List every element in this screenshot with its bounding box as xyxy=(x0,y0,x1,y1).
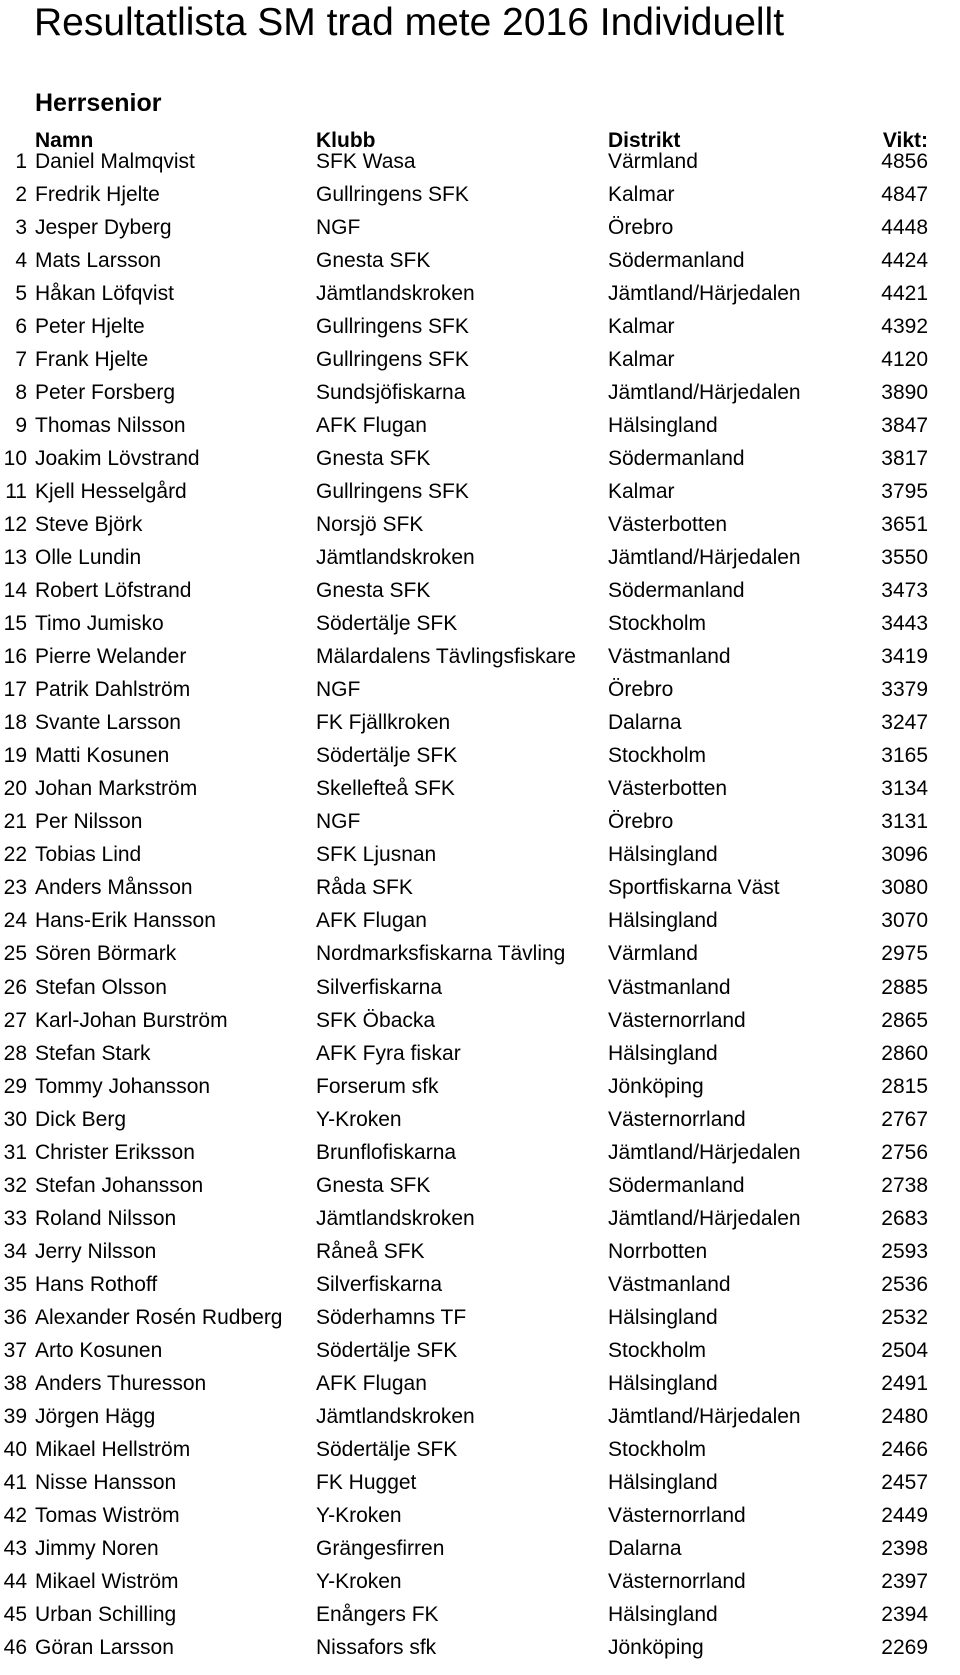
weight-cell: 3247 xyxy=(881,711,928,735)
rank-cell: 5 xyxy=(15,282,27,306)
table-row xyxy=(0,1301,960,1334)
district-cell: Jämtland/Härjedalen xyxy=(608,1206,801,1230)
weight-cell: 4856 xyxy=(881,150,928,173)
district-cell: Södermanland xyxy=(608,1173,745,1197)
table-row xyxy=(0,145,960,178)
district-cell: Västernorrland xyxy=(608,1569,746,1593)
club-cell: Jämtlandskroken xyxy=(316,1206,475,1230)
name-cell: Karl-Johan Burström xyxy=(35,1008,228,1032)
weight-cell: 2738 xyxy=(881,1173,928,1197)
weight-cell: 3096 xyxy=(881,843,928,867)
district-cell: Jämtland/Härjedalen xyxy=(608,546,801,570)
weight-cell: 2394 xyxy=(881,1602,928,1626)
name-cell: Joakim Lövstrand xyxy=(35,447,200,471)
table-row xyxy=(0,409,960,442)
name-cell: Mikael Wiström xyxy=(35,1569,179,1593)
club-cell: Södertälje SFK xyxy=(316,612,458,636)
rank-cell: 24 xyxy=(3,909,27,933)
club-cell: Mälardalens Tävlingsfiskare xyxy=(316,645,576,669)
weight-cell: 3134 xyxy=(881,777,928,801)
weight-cell: 2466 xyxy=(881,1437,928,1461)
rank-cell: 44 xyxy=(3,1569,27,1593)
name-cell: Jimmy Noren xyxy=(35,1536,159,1560)
club-cell: Gnesta SFK xyxy=(316,447,431,471)
rank-cell: 28 xyxy=(3,1041,27,1065)
table-row xyxy=(0,475,960,508)
weight-cell: 2491 xyxy=(881,1371,928,1395)
rank-cell: 42 xyxy=(3,1503,27,1527)
rank-cell: 41 xyxy=(3,1470,27,1494)
weight-cell: 4421 xyxy=(881,282,928,306)
table-row xyxy=(0,1532,960,1565)
name-cell: Olle Lundin xyxy=(35,546,142,570)
name-cell: Daniel Malmqvist xyxy=(35,150,195,173)
table-row xyxy=(0,871,960,904)
rank-cell: 35 xyxy=(3,1272,27,1296)
weight-cell: 3473 xyxy=(881,579,928,603)
rank-cell: 45 xyxy=(3,1602,27,1626)
name-cell: Sören Börmark xyxy=(35,942,177,966)
weight-cell: 3795 xyxy=(881,480,928,504)
district-cell: Västmanland xyxy=(608,975,731,999)
club-cell: NGF xyxy=(316,678,361,702)
club-cell: Y-Kroken xyxy=(316,1107,402,1131)
club-cell: Forserum sfk xyxy=(316,1074,439,1098)
weight-cell: 3443 xyxy=(881,612,928,636)
table-row xyxy=(0,574,960,607)
district-cell: Västerbotten xyxy=(608,513,728,537)
weight-cell: 2593 xyxy=(881,1239,928,1263)
club-cell: Gullringens SFK xyxy=(316,480,469,504)
rank-cell: 32 xyxy=(3,1173,27,1197)
weight-cell: 3070 xyxy=(881,909,928,933)
rank-cell: 15 xyxy=(3,612,27,636)
table-row xyxy=(0,904,960,937)
district-cell: Jämtland/Härjedalen xyxy=(608,1404,801,1428)
club-cell: SFK Wasa xyxy=(316,150,416,173)
rank-cell: 6 xyxy=(15,315,27,339)
weight-cell: 2269 xyxy=(881,1635,928,1659)
district-cell: Hälsingland xyxy=(608,1305,718,1329)
club-cell: Nissafors sfk xyxy=(316,1635,437,1659)
district-cell: Västmanland xyxy=(608,645,731,669)
name-cell: Urban Schilling xyxy=(35,1602,177,1626)
name-cell: Jerry Nilsson xyxy=(35,1239,157,1263)
table-row xyxy=(0,1202,960,1235)
name-cell: Johan Markström xyxy=(35,777,198,801)
rank-cell: 25 xyxy=(3,942,27,966)
rank-cell: 38 xyxy=(3,1371,27,1395)
weight-cell: 2767 xyxy=(881,1107,928,1131)
rank-cell: 20 xyxy=(3,777,27,801)
name-cell: Robert Löfstrand xyxy=(35,579,192,603)
weight-cell: 3131 xyxy=(881,810,928,834)
rank-cell: 12 xyxy=(3,513,27,537)
rank-cell: 3 xyxy=(15,216,27,240)
club-cell: Söderhamns TF xyxy=(316,1305,467,1329)
district-cell: Södermanland xyxy=(608,579,745,603)
district-cell: Jämtland/Härjedalen xyxy=(608,381,801,405)
section-heading: Herrsenior xyxy=(35,89,162,117)
table-row xyxy=(0,244,960,277)
name-cell: Pierre Welander xyxy=(35,645,187,669)
rank-cell: 36 xyxy=(3,1305,27,1329)
club-cell: Silverfiskarna xyxy=(316,1272,443,1296)
club-cell: NGF xyxy=(316,810,361,834)
district-cell: Kalmar xyxy=(608,315,675,339)
weight-cell: 2865 xyxy=(881,1008,928,1032)
table-row xyxy=(0,1598,960,1631)
weight-cell: 4847 xyxy=(881,183,928,207)
table-row xyxy=(0,838,960,871)
name-cell: Anders Månsson xyxy=(35,876,193,900)
name-cell: Roland Nilsson xyxy=(35,1206,177,1230)
district-cell: Västerbotten xyxy=(608,777,728,801)
district-cell: Örebro xyxy=(608,216,674,240)
table-row xyxy=(0,178,960,211)
district-cell: Jämtland/Härjedalen xyxy=(608,1140,801,1164)
name-cell: Timo Jumisko xyxy=(35,612,164,636)
rank-cell: 7 xyxy=(15,348,27,372)
rank-cell: 8 xyxy=(15,381,27,405)
club-cell: Nordmarksfiskarna Tävling xyxy=(316,942,566,966)
weight-cell: 3651 xyxy=(881,513,928,537)
table-row xyxy=(0,739,960,772)
name-cell: Mats Larsson xyxy=(35,249,162,273)
header-name: Namn xyxy=(35,129,94,152)
name-cell: Kjell Hesselgård xyxy=(35,480,187,504)
table-row xyxy=(0,1037,960,1070)
weight-cell: 2885 xyxy=(881,975,928,999)
name-cell: Peter Hjelte xyxy=(35,315,145,339)
name-cell: Tommy Johansson xyxy=(35,1074,211,1098)
club-cell: AFK Fyra fiskar xyxy=(316,1041,461,1065)
name-cell: Frank Hjelte xyxy=(35,348,149,372)
district-cell: Dalarna xyxy=(608,1536,682,1560)
district-cell: Hälsingland xyxy=(608,843,718,867)
rank-cell: 13 xyxy=(3,546,27,570)
district-cell: Kalmar xyxy=(608,183,675,207)
table-row xyxy=(0,607,960,640)
rank-cell: 46 xyxy=(3,1635,27,1659)
rank-cell: 9 xyxy=(15,414,27,438)
district-cell: Kalmar xyxy=(608,348,675,372)
table-row xyxy=(0,1433,960,1466)
name-cell: Thomas Nilsson xyxy=(35,414,186,438)
district-cell: Hälsingland xyxy=(608,1470,718,1494)
table-row xyxy=(0,971,960,1004)
district-cell: Norrbotten xyxy=(608,1239,708,1263)
club-cell: Södertälje SFK xyxy=(316,744,458,768)
club-cell: Råneå SFK xyxy=(316,1239,425,1263)
rank-cell: 43 xyxy=(3,1536,27,1560)
name-cell: Håkan Löfqvist xyxy=(35,282,174,306)
district-cell: Södermanland xyxy=(608,249,745,273)
weight-cell: 2975 xyxy=(881,942,928,966)
district-cell: Sportfiskarna Väst xyxy=(608,876,780,900)
weight-cell: 4448 xyxy=(881,216,928,240)
district-cell: Örebro xyxy=(608,810,674,834)
table-row xyxy=(0,805,960,838)
table-row xyxy=(0,1400,960,1433)
header-district: Distrikt xyxy=(608,129,681,152)
weight-cell: 2480 xyxy=(881,1404,928,1428)
club-cell: AFK Flugan xyxy=(316,1371,427,1395)
table-row xyxy=(0,277,960,310)
club-cell: Jämtlandskroken xyxy=(316,546,475,570)
rank-cell: 21 xyxy=(3,810,27,834)
club-cell: AFK Flugan xyxy=(316,414,427,438)
rank-cell: 27 xyxy=(3,1008,27,1032)
club-cell: Skellefteå SFK xyxy=(316,777,455,801)
rank-cell: 18 xyxy=(3,711,27,735)
club-cell: Sundsjöfiskarna xyxy=(316,381,466,405)
club-cell: FK Hugget xyxy=(316,1470,417,1494)
rank-cell: 14 xyxy=(3,579,27,603)
club-cell: Enångers FK xyxy=(316,1602,439,1626)
rank-cell: 4 xyxy=(15,249,27,273)
weight-cell: 4392 xyxy=(881,315,928,339)
club-cell: NGF xyxy=(316,216,361,240)
page-title: Resultatlista SM trad mete 2016 Individuellt xyxy=(34,1,785,44)
table-row xyxy=(0,442,960,475)
rank-cell: 23 xyxy=(3,876,27,900)
weight-cell: 2532 xyxy=(881,1305,928,1329)
table-row xyxy=(0,376,960,409)
table-row xyxy=(0,1268,960,1301)
district-cell: Hälsingland xyxy=(608,1602,718,1626)
name-cell: Nisse Hansson xyxy=(35,1470,177,1494)
district-cell: Stockholm xyxy=(608,1437,707,1461)
club-cell: Gnesta SFK xyxy=(316,579,431,603)
rank-cell: 26 xyxy=(3,975,27,999)
district-cell: Jönköping xyxy=(608,1635,704,1659)
table-row xyxy=(0,211,960,244)
club-cell: Grängesfirren xyxy=(316,1536,445,1560)
club-cell: Södertälje SFK xyxy=(316,1338,458,1362)
table-row xyxy=(0,1004,960,1037)
weight-cell: 2397 xyxy=(881,1569,928,1593)
club-cell: Råda SFK xyxy=(316,876,413,900)
rank-cell: 29 xyxy=(3,1074,27,1098)
district-cell: Jönköping xyxy=(608,1074,704,1098)
rank-cell: 39 xyxy=(3,1404,27,1428)
rank-cell: 31 xyxy=(3,1140,27,1164)
district-cell: Värmland xyxy=(608,150,698,173)
weight-cell: 2504 xyxy=(881,1338,928,1362)
header-weight: Vikt: xyxy=(882,129,928,152)
club-cell: Norsjö SFK xyxy=(316,513,424,537)
name-cell: Patrik Dahlström xyxy=(35,678,191,702)
name-cell: Dick Berg xyxy=(35,1107,127,1131)
table-row xyxy=(0,1367,960,1400)
district-cell: Västernorrland xyxy=(608,1008,746,1032)
table-row xyxy=(0,1136,960,1169)
rank-cell: 1 xyxy=(15,150,27,173)
district-cell: Hälsingland xyxy=(608,1041,718,1065)
club-cell: Jämtlandskroken xyxy=(316,282,475,306)
weight-cell: 4120 xyxy=(881,348,928,372)
club-cell: Y-Kroken xyxy=(316,1569,402,1593)
district-cell: Södermanland xyxy=(608,447,745,471)
district-cell: Stockholm xyxy=(608,1338,707,1362)
club-cell: Gnesta SFK xyxy=(316,1173,431,1197)
club-cell: Silverfiskarna xyxy=(316,975,443,999)
name-cell: Tobias Lind xyxy=(35,843,142,867)
table-row xyxy=(0,706,960,739)
name-cell: Stefan Johansson xyxy=(35,1173,204,1197)
name-cell: Per Nilsson xyxy=(35,810,143,834)
district-cell: Hälsingland xyxy=(608,909,718,933)
name-cell: Jörgen Hägg xyxy=(35,1404,156,1428)
rank-cell: 30 xyxy=(3,1107,27,1131)
name-cell: Mikael Hellström xyxy=(35,1437,191,1461)
weight-cell: 2756 xyxy=(881,1140,928,1164)
weight-cell: 2683 xyxy=(881,1206,928,1230)
rank-cell: 17 xyxy=(3,678,27,702)
name-cell: Christer Eriksson xyxy=(35,1140,195,1164)
club-cell: Södertälje SFK xyxy=(316,1437,458,1461)
table-row xyxy=(0,1499,960,1532)
district-cell: Jämtland/Härjedalen xyxy=(608,282,801,306)
table-row xyxy=(0,1235,960,1268)
name-cell: Peter Forsberg xyxy=(35,381,176,405)
name-cell: Fredrik Hjelte xyxy=(35,183,160,207)
weight-cell: 3080 xyxy=(881,876,928,900)
weight-cell: 2449 xyxy=(881,1503,928,1527)
district-cell: Dalarna xyxy=(608,711,682,735)
table-row xyxy=(0,937,960,970)
rank-cell: 16 xyxy=(3,645,27,669)
rank-cell: 11 xyxy=(5,480,27,504)
rank-cell: 34 xyxy=(3,1239,27,1263)
club-cell: SFK Ljusnan xyxy=(316,843,437,867)
district-cell: Värmland xyxy=(608,942,698,966)
rank-cell: 33 xyxy=(3,1206,27,1230)
district-cell: Stockholm xyxy=(608,744,707,768)
club-cell: AFK Flugan xyxy=(316,909,427,933)
weight-cell: 3550 xyxy=(881,546,928,570)
club-cell: Brunflofiskarna xyxy=(316,1140,457,1164)
name-cell: Hans-Erik Hansson xyxy=(35,909,216,933)
table-row xyxy=(0,1169,960,1202)
table-row xyxy=(0,541,960,574)
club-cell: Gullringens SFK xyxy=(316,315,469,339)
rank-cell: 10 xyxy=(3,447,27,471)
weight-cell: 2536 xyxy=(881,1272,928,1296)
weight-cell: 2815 xyxy=(881,1074,928,1098)
weight-cell: 3847 xyxy=(881,414,928,438)
club-cell: Jämtlandskroken xyxy=(316,1404,475,1428)
name-cell: Alexander Rosén Rudberg xyxy=(35,1305,283,1329)
club-cell: Y-Kroken xyxy=(316,1503,402,1527)
rank-cell: 2 xyxy=(15,183,27,207)
header-club: Klubb xyxy=(316,129,376,152)
name-cell: Stefan Olsson xyxy=(35,975,167,999)
table-row xyxy=(0,1565,960,1598)
table-row xyxy=(0,772,960,805)
club-cell: Gullringens SFK xyxy=(316,348,469,372)
name-cell: Göran Larsson xyxy=(35,1635,174,1659)
table-row xyxy=(0,1466,960,1499)
table-row xyxy=(0,1631,960,1664)
table-row xyxy=(0,1103,960,1136)
table-row xyxy=(0,310,960,343)
name-cell: Jesper Dyberg xyxy=(35,216,172,240)
rank-cell: 40 xyxy=(3,1437,27,1461)
club-cell: SFK Öbacka xyxy=(316,1008,436,1032)
district-cell: Kalmar xyxy=(608,480,675,504)
rank-cell: 22 xyxy=(3,843,27,867)
name-cell: Stefan Stark xyxy=(35,1041,151,1065)
weight-cell: 2398 xyxy=(881,1536,928,1560)
rank-cell: 37 xyxy=(3,1338,27,1362)
weight-cell: 2860 xyxy=(881,1041,928,1065)
weight-cell: 3817 xyxy=(881,447,928,471)
table-row xyxy=(0,1334,960,1367)
district-cell: Västernorrland xyxy=(608,1107,746,1131)
table-row xyxy=(0,1070,960,1103)
district-cell: Hälsingland xyxy=(608,414,718,438)
district-cell: Stockholm xyxy=(608,612,707,636)
name-cell: Svante Larsson xyxy=(35,711,181,735)
weight-cell: 3419 xyxy=(881,645,928,669)
club-cell: Gullringens SFK xyxy=(316,183,469,207)
table-row xyxy=(0,673,960,706)
name-cell: Steve Björk xyxy=(35,513,143,537)
weight-cell: 3379 xyxy=(881,678,928,702)
weight-cell: 2457 xyxy=(881,1470,928,1494)
weight-cell: 4424 xyxy=(881,249,928,273)
weight-cell: 3890 xyxy=(881,381,928,405)
district-cell: Västmanland xyxy=(608,1272,731,1296)
district-cell: Västernorrland xyxy=(608,1503,746,1527)
table-row xyxy=(0,343,960,376)
club-cell: FK Fjällkroken xyxy=(316,711,451,735)
club-cell: Gnesta SFK xyxy=(316,249,431,273)
name-cell: Arto Kosunen xyxy=(35,1338,163,1362)
name-cell: Matti Kosunen xyxy=(35,744,170,768)
table-row xyxy=(0,508,960,541)
district-cell: Örebro xyxy=(608,678,674,702)
name-cell: Hans Rothoff xyxy=(35,1272,158,1296)
district-cell: Hälsingland xyxy=(608,1371,718,1395)
table-row xyxy=(0,640,960,673)
name-cell: Tomas Wiström xyxy=(35,1503,180,1527)
name-cell: Anders Thuresson xyxy=(35,1371,207,1395)
rank-cell: 19 xyxy=(3,744,27,768)
weight-cell: 3165 xyxy=(881,744,928,768)
